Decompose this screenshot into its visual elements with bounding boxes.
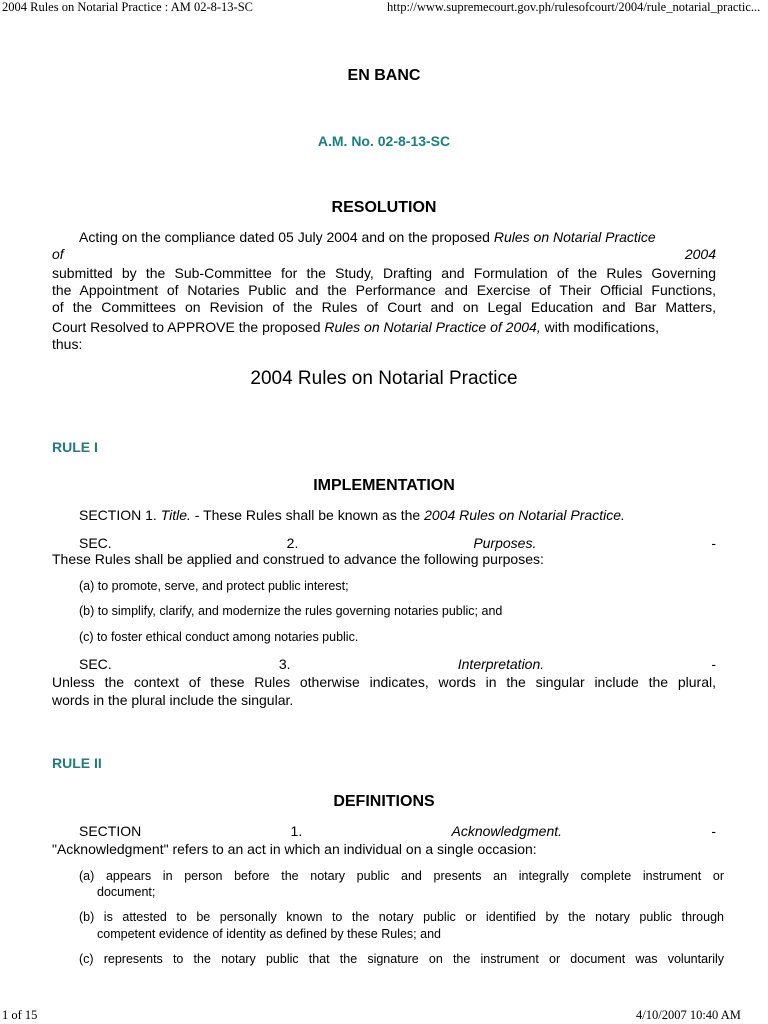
purpose-item: (b) to simplify, clarify, and modernize the rules governing notaries public; and <box>79 604 503 618</box>
print-timestamp: 4/10/2007 10:40 AM <box>636 1008 741 1022</box>
rule1-section1: SECTION 1. Title. - These Rules shall be known as the 2004 Rules on Notarial Practice. <box>79 507 625 523</box>
rule1-section2-heading: SEC. 2. Purposes. - <box>79 535 716 551</box>
para1-line1: Acting on the compliance dated 05 July 2004 and on the proposed Rules on Notarial Practice <box>79 229 656 245</box>
purpose-item: (a) to promote, serve, and protect public interest; <box>79 579 349 593</box>
rule1-section3-line1: Unless the context of these Rules otherwise indicates, words in the singular include the plural, <box>52 674 716 690</box>
rule1-section3-heading: SEC. 3. Interpretation. - <box>79 656 716 672</box>
print-header-title: 2004 Rules on Notarial Practice : AM 02-8-13-SC <box>2 0 254 14</box>
definition-item-a: (a) appears in person before the notary public and presents an integrally complete instrument or <box>79 869 724 883</box>
definition-item-b: (b) is attested to be personally known to the notary public or identified by the notary public through <box>79 910 724 924</box>
purpose-item: (c) to foster ethical conduct among notaries public. <box>79 630 359 644</box>
en-banc-heading: EN BANC <box>347 67 421 84</box>
rule1-heading: IMPLEMENTATION <box>313 477 455 494</box>
definition-item-a-cont: document; <box>97 885 156 899</box>
rule1-section3-line2: words in the plural include the singular. <box>52 692 294 708</box>
para1-line6: Court Resolved to APPROVE the proposed Rules on Notarial Practice of 2004, with modifications, <box>52 319 659 335</box>
definition-item-b-cont: competent evidence of identity as defined by these Rules; and <box>97 927 441 941</box>
print-header-url: http://www.supremecourt.gov.ph/rulesofcourt/2004/rule_notarial_practic... <box>387 0 761 14</box>
am-number-heading: A.M. No. 02-8-13-SC <box>317 133 451 149</box>
rule2-label: RULE II <box>52 755 102 771</box>
para1-line5: of the Committees on Revision of the Rules of Court and on Legal Education and Bar Matters, <box>52 299 716 315</box>
rule2-section1-text: "Acknowledgment" refers to an act in which an individual on a single occasion: <box>52 841 537 857</box>
rule2-heading: DEFINITIONS <box>333 793 435 810</box>
rule1-section2-text: These Rules shall be applied and construed to advance the following purposes: <box>52 551 544 567</box>
rule2-section1-heading: SECTION 1. Acknowledgment. - <box>79 823 716 839</box>
para1-line3: submitted by the Sub-Committee for the Study, Drafting and Formulation of the Rules Governing <box>52 265 716 281</box>
rule1-label: RULE I <box>52 439 98 455</box>
resolution-heading: RESOLUTION <box>331 199 437 216</box>
definition-item-c: (c) represents to the notary public that the signature on the instrument or document was voluntarily <box>79 952 724 966</box>
para1-line4: the Appointment of Notaries Public and the Performance and Exercise of Their Official Functions, <box>52 282 716 298</box>
para1-line7: thus: <box>52 336 83 352</box>
para1-line2: of 2004 <box>52 246 716 262</box>
page-counter: 1 of 15 <box>2 1008 38 1022</box>
main-title: 2004 Rules on Notarial Practice <box>250 368 518 389</box>
